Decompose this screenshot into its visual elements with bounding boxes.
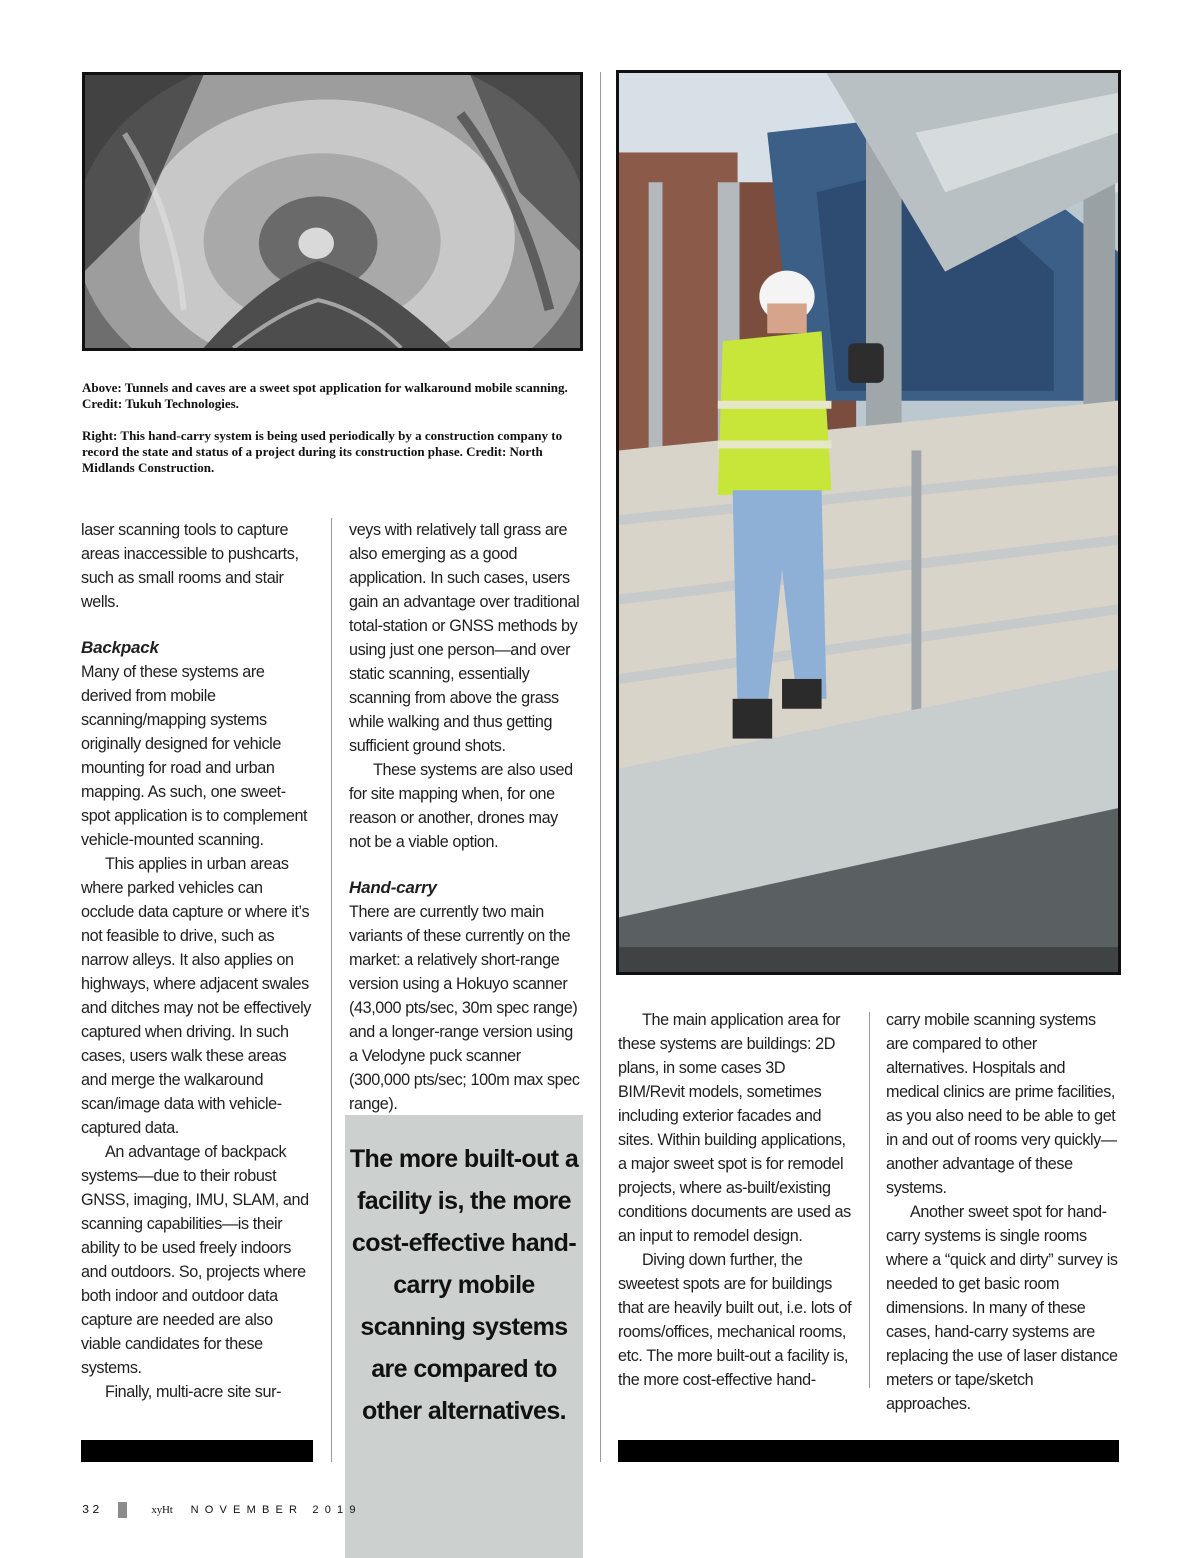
col1-paragraph-3: This applies in urban areas where parked vehicles can occlude data capture or where it’s not feasible to drive, such as narrow alleys. It also applies on highways, where adjacent swales and ditches may not be effectively captured when driving. In such cases, users walk these areas and merge the walkaround scan/image data with vehicle-captured data. xyxy=(81,855,311,1137)
col1-paragraph-5: Finally, multi-acre site sur- xyxy=(105,1383,282,1401)
col3-paragraph-2: Diving down further, the sweetest spots are for buildings that are heavily built out, i.e. lots of rooms/offices, mechanical rooms, etc. The more built-out a facility is, the more cost-effective hand- xyxy=(618,1251,852,1389)
column-end-bar xyxy=(81,1440,313,1462)
column-1 xyxy=(81,518,313,1404)
issue-date: NOVEMBER 2019 xyxy=(190,1504,362,1516)
magazine-brand: xyHt xyxy=(151,1504,173,1516)
column-4 xyxy=(886,1008,1120,1416)
pullquote-text: The more built-out a facility is, the more cost-effective hand-carry mobile scanning systems are compared to other alternatives. xyxy=(349,1145,579,1425)
col4-paragraph-1: carry mobile scanning systems are compared to other alternatives. Hospitals and medical clinics are prime facilities, as you also need to be able to get in and out of rooms very quickly— another advantage of these systems. xyxy=(886,1011,1117,1197)
page-number: 32 xyxy=(82,1503,103,1517)
col1-paragraph-4: An advantage of backpack systems—due to their robust GNSS, imaging, IMU, SLAM, and scanning capabilities—is their ability to be used freely indoors and outdoors. So, projects where both indoor and outdoor data capture are needed are also viable candidates for these systems. xyxy=(81,1143,309,1377)
column-2 xyxy=(349,518,581,1116)
col1-paragraph-2: Many of these systems are derived from mobile scanning/mapping systems originally designed for vehicle mounting for road and urban mapping. As such, one sweet-spot application is to complement vehicle-mounted scanning. xyxy=(81,663,308,849)
tunnel-photo xyxy=(82,72,583,351)
col2-paragraph-1: veys with relatively tall grass are also emerging as a good application. In such cases, users gain an advantage over traditional total-station or GNSS methods by using just one person—and over static scanning, essentially scanning from above the grass while walking and thus getting sufficient ground shots. xyxy=(349,521,580,755)
caption-above: Above: Tunnels and caves are a sweet spot application for walkaround mobile scanning. Credit: Tukuh Technologies. xyxy=(82,380,568,411)
page-footer xyxy=(82,1500,362,1520)
col4-paragraph-2: Another sweet spot for hand-carry systems is single rooms where a “quick and dirty” survey is needed to get basic room dimensions. In many of these cases, hand-carry systems are replacing the use of laser distance meters or tape/sketch approaches. xyxy=(886,1203,1118,1413)
col3-paragraph-1: The main application area for these systems are buildings: 2D plans, in some cases 3D BIM/Revit models, sometimes including exterior facades and sites. Within building applications, a major sweet spot is for remodel projects, where as-built/existing conditions documents are used as an input to remodel design. xyxy=(618,1011,851,1245)
caption-right: Right: This hand-carry system is being used periodically by a construction company to record the state and status of a project during its construction phase. Credit: North Midlands Construction. xyxy=(82,428,563,475)
column-rule xyxy=(869,1012,870,1388)
col2-paragraph-2: These systems are also used for site mapping when, for one reason or another, drones may not be a viable option. xyxy=(349,761,573,851)
column-end-bar xyxy=(618,1440,1119,1462)
footer-separator xyxy=(118,1502,127,1518)
column-rule xyxy=(600,72,601,1462)
heading-hand-carry: Hand-carry xyxy=(349,878,437,897)
column-rule xyxy=(331,518,332,1462)
column-3 xyxy=(618,1008,852,1392)
col2-paragraph-3: There are currently two main variants of these currently on the market: a relatively short-range version using a Hokuyo scanner (43,000 pts/sec, 30m spec range) and a longer-range version using a Velodyne puck scanner (300,000 pts/sec; 100m max spec range). xyxy=(349,903,580,1113)
construction-photo xyxy=(616,70,1121,975)
heading-backpack: Backpack xyxy=(81,638,159,657)
col1-paragraph-1: laser scanning tools to capture areas inaccessible to pushcarts, such as small rooms and stair wells. xyxy=(81,521,299,611)
